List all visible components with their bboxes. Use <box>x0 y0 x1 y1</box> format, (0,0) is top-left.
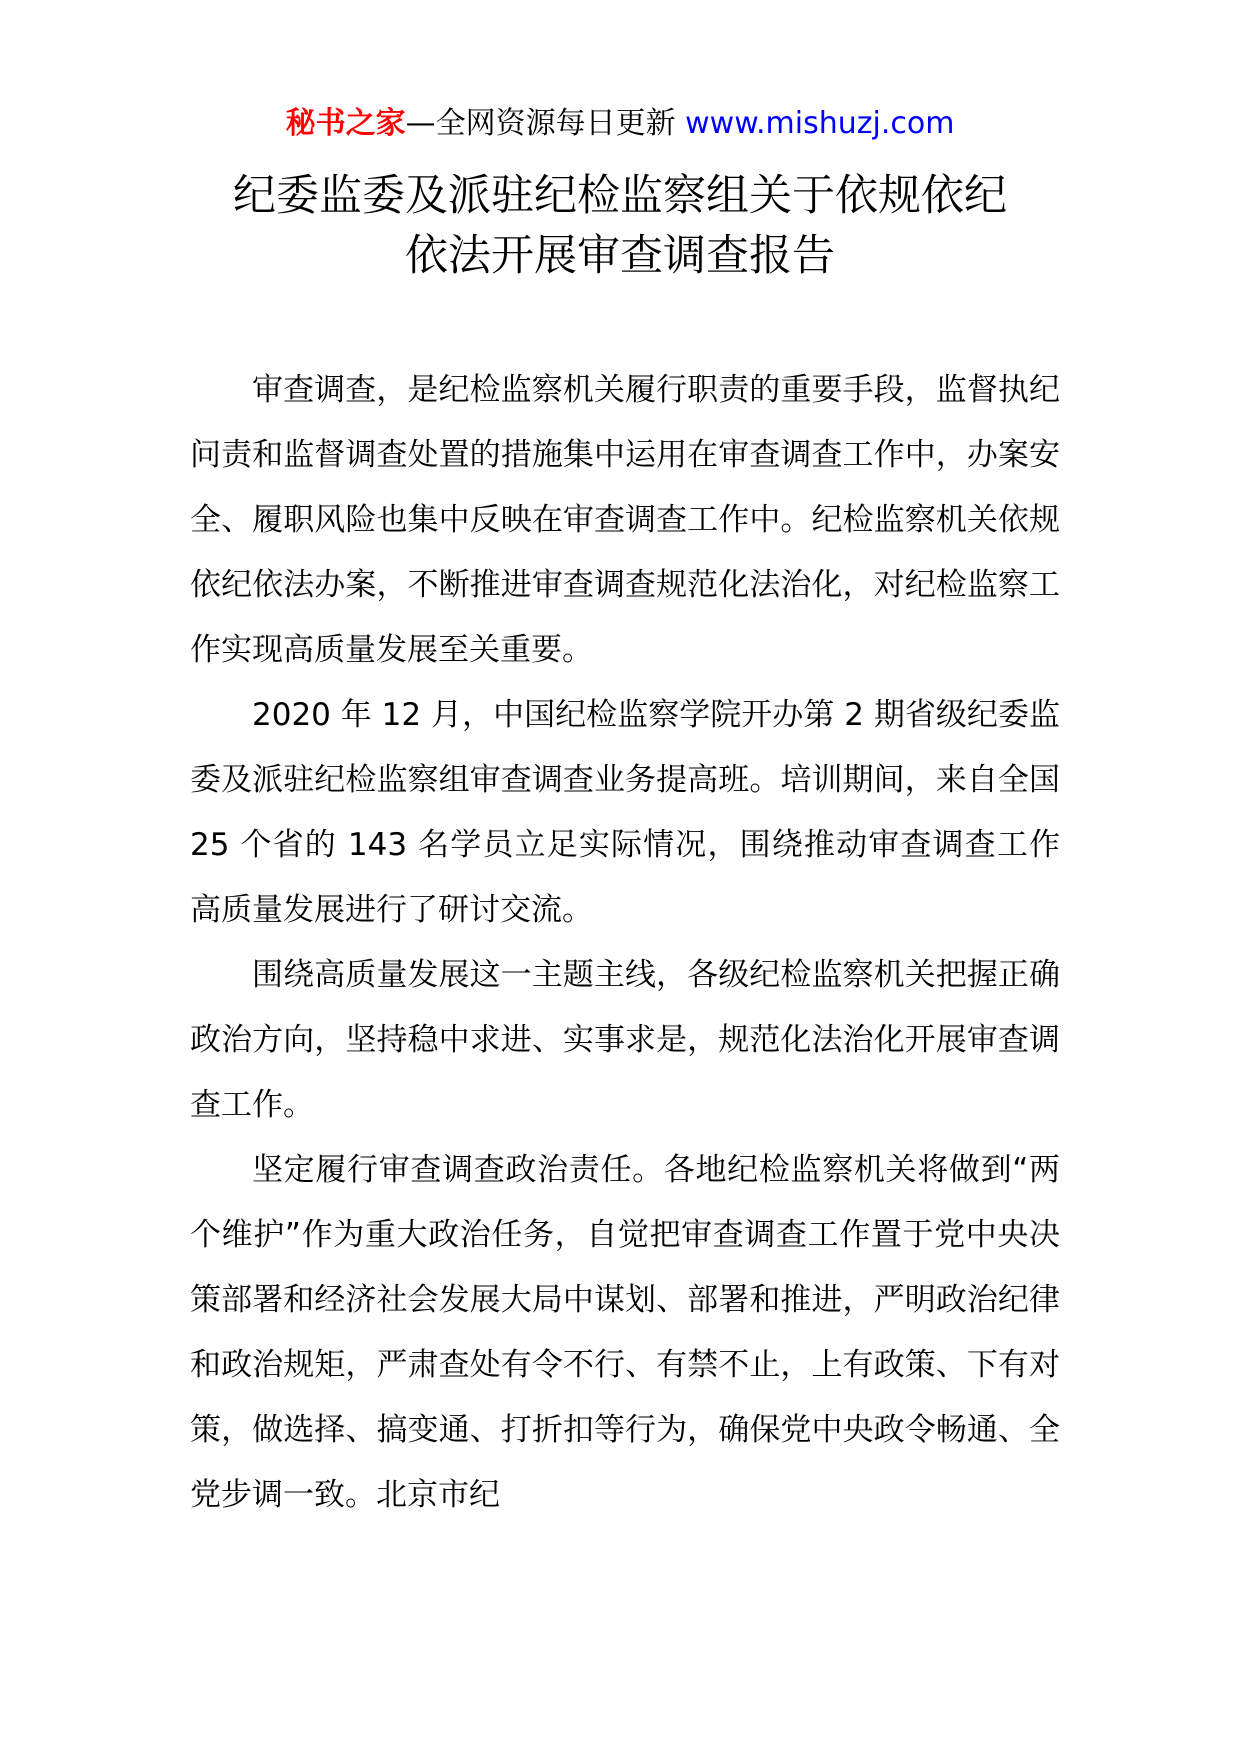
site-tagline: —全网资源每日更新 <box>405 106 676 141</box>
body-paragraph: 审查调查，是纪检监察机关履行职责的重要手段，监督执纪问责和监督调查处置的措施集中运用在审查调查工作中，办案安全、履职风险也集中反映在审查调查工作中。纪检监察机关依规依纪依法办案，不断推进审查调查规范化法治化，对纪检监察工作实现高质量发展至关重要。 <box>190 372 1060 668</box>
site-name: 秘书之家 <box>285 106 406 141</box>
site-header <box>0 102 1240 146</box>
document-body <box>190 358 1060 1528</box>
body-paragraph: 2020 年 12 月，中国纪检监察学院开办第 2 期省级纪委监委及派驻纪检监察组审查调查业务提高班。培训期间，来自全国 25 个省的 143 名学员立足实际情况，围绕推动审查调查工作高质量发展进行了研讨交流。 <box>190 697 1060 928</box>
document-title <box>0 166 1240 286</box>
site-url-link[interactable]: www.mishuzj.com <box>685 106 955 141</box>
body-paragraph: 坚定履行审查调查政治责任。各地纪检监察机关将做到“两个维护”作为重大政治任务，自觉把审查调查工作置于党中央决策部署和经济社会发展大局中谋划、部署和推进，严明政治纪律和政治规矩，严肃查处有令不行、有禁不止，上有政策、下有对策，做选择、搞变通、打折扣等行为，确保党中央政令畅通、全党步调一致。北京市纪 <box>190 1152 1060 1513</box>
title-line-1: 纪委监委及派驻纪检监察组关于依规依纪 <box>233 171 1007 221</box>
body-paragraph: 围绕高质量发展这一主题主线，各级纪检监察机关把握正确政治方向，坚持稳中求进、实事求是，规范化法治化开展审查调查工作。 <box>190 957 1060 1123</box>
title-line-2: 依法开展审查调查报告 <box>405 231 835 281</box>
